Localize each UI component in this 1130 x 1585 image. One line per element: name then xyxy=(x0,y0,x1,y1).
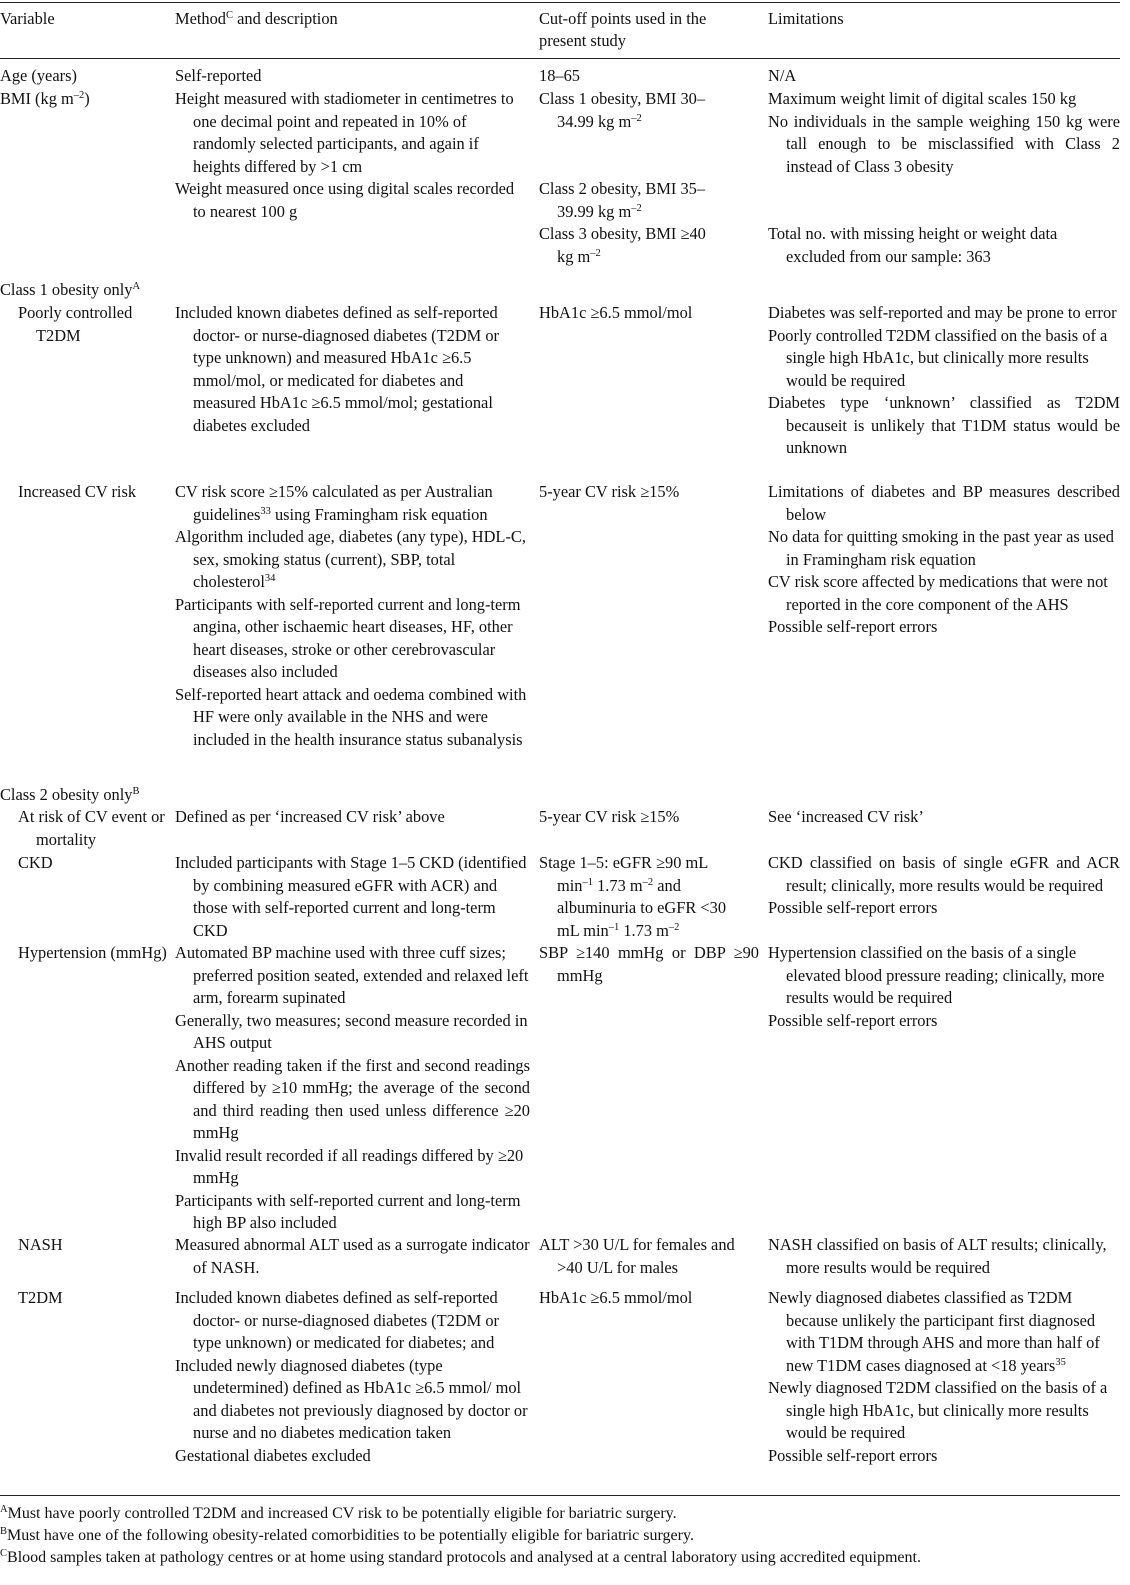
row-t2dm-method: Included known diabetes defined as self-reported doctor- or nurse-diagnosed diabetes (T2DM or type unknown) or medicated for diabetes; and Included newly diagnosed diabetes (type undetermined) defined as HbA1c ≥6.5 mmol/ mol and diabetes not previously diagnosed by doctor or nurse and no diabetes medication taken Gestational diabetes excluded xyxy=(175,1288,528,1465)
row-htn-cutoff: SBP ≥140 mmHg or DBP ≥90 mmHg xyxy=(539,943,759,985)
group-class1-heading: Class 1 obesity only$^A$ xyxy=(0,280,141,299)
footnote-c: $^C$Blood samples taken at pathology centres or at home using standard protocols and analysed at a central laboratory using accredited equipment. xyxy=(0,1548,921,1566)
row-cv-event-method: Defined as per ‘increased CV risk’ above xyxy=(175,807,445,826)
row-bmi-limitations: Maximum weight limit of digital scales 150 kg No individuals in the sample weighing 150 kg were tall enough to be misclassified with Class 2 instead of Class 3 obesity xyxy=(768,89,1120,176)
row-poor-t2dm-variable: Poorly controlled T2DM xyxy=(18,303,133,345)
row-htn-variable: Hypertension (mmHg) xyxy=(18,943,167,962)
row-t2dm-variable: T2DM xyxy=(18,1288,63,1307)
row-cv-risk-method: CV risk score ≥15% calculated as per Australian guidelines$^{33}$ using Framingham risk equation Algorithm included age, diabetes (any type), HDL-C, sex, smoking status (current), SBP, total cholesterol$^{34}$ Participants with self-reported current and long-term angina, other ischaemic heart diseases, HF, other heart diseases, stroke or other cerebrovascular diseases also included Self-reported heart attack and oedema combined with HF were only available in the NHS and were included in the health insurance status subanalysis xyxy=(175,482,527,749)
row-cv-risk-cutoff: 5-year CV risk ≥15% xyxy=(539,482,680,501)
header-variable: Variable xyxy=(0,9,55,28)
header-limitations: Limitations xyxy=(768,9,844,28)
row-age-limitations: N/A xyxy=(768,66,797,85)
row-poor-t2dm-cutoff: HbA1c ≥6.5 mmol/mol xyxy=(539,303,693,322)
header-cutoff: Cut-off points used in the present study xyxy=(539,9,707,50)
table-top-rule xyxy=(0,2,1120,3)
row-nash-method: Measured abnormal ALT used as a surrogate indicator of NASH. xyxy=(175,1235,530,1277)
row-bmi-method: Height measured with stadiometer in centimetres to one decimal point and repeated in 10% of randomly selected participants, and again if heights differed by >1 cm Weight measured once using digital scales recorded to nearest 100 g xyxy=(175,89,515,221)
row-poor-t2dm-method: Included known diabetes defined as self-reported doctor- or nurse-diagnosed diabetes (T2DM or type unknown) and measured HbA1c ≥6.5 mmol/mol, or medicated for diabetes and measured HbA1c ≥6.5 mmol/mol; gestational diabetes excluded xyxy=(175,303,499,435)
row-age-method: Self-reported xyxy=(175,66,262,85)
row-nash-cutoff: ALT >30 U/L for females and >40 U/L for males xyxy=(539,1235,735,1277)
table-header-rule xyxy=(0,58,1120,59)
row-bmi-limitations-3: Total no. with missing height or weight data excluded from our sample: 363 xyxy=(768,224,1058,266)
footnote-b: $^B$Must have one of the following obesity-related comorbidities to be potentially eligible for bariatric surgery. xyxy=(0,1526,694,1544)
row-age-cutoff: 18–65 xyxy=(539,66,580,85)
row-cv-event-limitations: See ‘increased CV risk’ xyxy=(768,807,924,826)
row-bmi-cutoff-2: Class 2 obesity, BMI 35–39.99 kg $m^{-2}$ xyxy=(539,179,706,221)
row-nash-variable: NASH xyxy=(18,1235,63,1254)
row-t2dm-limitations: Newly diagnosed diabetes classified as T2DM because unlikely the participant first diagnosed with T1DM through AHS and more than half of new T1DM cases diagnosed at <18 years$^{35}$ Newly diagnosed T2DM classified on the basis of a single high HbA1c, but clinically more results would be required Possible self-report errors xyxy=(768,1288,1108,1465)
row-bmi-variable: BMI (kg $m^{-2}$) xyxy=(0,89,90,108)
row-ckd-cutoff: Stage 1–5: eGFR ≥90 mL $\min^{-1} 1.73$ $m^{-2}$ and albuminuria to eGFR <30 mL $\min^{-1} 1.73$ $m^{-2}$ xyxy=(539,853,727,940)
table-bottom-rule xyxy=(0,1495,1120,1496)
row-cv-risk-variable: Increased CV risk xyxy=(18,482,137,501)
row-htn-limitations: Hypertension classified on the basis of a single elevated blood pressure reading; clinically, more results would be required Possible self-report errors xyxy=(768,943,1105,1030)
footnote-a: $^A$Must have poorly controlled T2DM and increased CV risk to be potentially eligible for bariatric surgery. xyxy=(0,1504,677,1522)
row-age-variable: Age (years) xyxy=(0,66,77,85)
row-ckd-method: Included participants with Stage 1–5 CKD (identified by combining measured eGFR with ACR) and those with self-reported current and long-term CKD xyxy=(175,853,527,940)
row-ckd-variable: CKD xyxy=(18,853,53,872)
row-cv-event-cutoff: 5-year CV risk ≥15% xyxy=(539,807,680,826)
row-nash-limitations: NASH classified on basis of ALT results; clinically, more results would be required xyxy=(768,1235,1107,1277)
row-cv-risk-limitations: Limitations of diabetes and BP measures described below No data for quitting smoking in the past year as used in Framingham risk equation CV risk score affected by medications that were not reported in the core component of the AHS Possible self-report errors xyxy=(768,482,1120,636)
row-htn-method: Automated BP machine used with three cuff sizes; preferred position seated, extended and relaxed left arm, forearm supinated Generally, two measures; second measure recorded in AHS output Another reading taken if the first and second readings differed by ≥10 mmHg; the average of the second and third reading then used unless difference ≥20 mmHg Invalid result recorded if all readings differed by ≥20 mmHg Participants with self-reported current and long-term high BP also included xyxy=(175,943,530,1232)
row-t2dm-cutoff: HbA1c ≥6.5 mmol/mol xyxy=(539,1288,693,1307)
row-ckd-limitations: CKD classified on basis of single eGFR and ACR result; clinically, more results would be required Possible self-report errors xyxy=(768,853,1120,917)
row-poor-t2dm-limitations: Diabetes was self-reported and may be prone to error Poorly controlled T2DM classified on the basis of a single high HbA1c, but clinically more results would be required Diabetes type ‘unknown’ classified as T2DM becauseit is unlikely that T1DM status would be unknown xyxy=(768,303,1120,457)
header-method: Method$^C$ and description xyxy=(175,9,338,28)
row-bmi-cutoff-1: Class 1 obesity, BMI 30–34.99 kg $m^{-2}$ xyxy=(539,89,706,131)
row-bmi-cutoff-3: Class 3 obesity, BMI ≥40 kg $m^{-2}$ xyxy=(539,224,706,266)
group-class2-heading: Class 2 obesity only$^B$ xyxy=(0,785,140,804)
row-cv-event-variable: At risk of CV event or mortality xyxy=(18,807,165,849)
